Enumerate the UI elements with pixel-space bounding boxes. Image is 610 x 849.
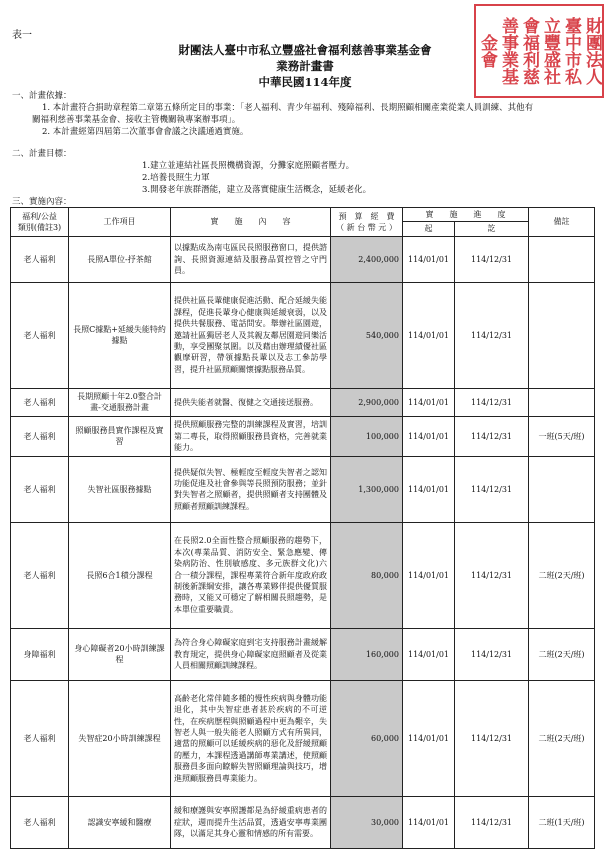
row-item: 長期照顧十年2.0整合計畫-交通服務計畫 [69,388,171,416]
seal-column: 立豐盛社 [540,17,560,85]
goal-item: 1.建立並連結社區長照機構資源，分攤家庭照顧者壓力。 [142,161,355,171]
row-item: 長照A單位-抒茶館 [69,236,171,282]
table-row [11,456,595,522]
basis-item-2: 2. 本計畫經第四屆第二次董事會會議之決議通過實施。 [42,127,249,137]
row-item: 失智社區服務據點 [69,456,171,522]
seal-column: 會福利慈 [519,17,539,85]
header-item: 工作項目 [69,208,171,237]
content-heading: 三、實施內容： [12,197,72,207]
row-budget: 100,000 [331,416,403,456]
basis-item-1-cont: 關福利慈善事業基金會、接收主管機關執專案辦事項」。 [32,115,241,125]
row-start: 114/01/01 [403,282,455,388]
seal-column: 財團法人 [582,17,602,85]
document-subtitle: 業務計畫書 [276,59,334,73]
row-content: 高齡老化常伴隨多種的慢性疾病與身體功能退化，其中失智症患者甚於疾病的不可逆性，在疾病歷程與照顧過程中更為艱辛，失智老人與一般失能老人照顧方式有所異同，適當的照顧可以延緩疾病的惡化及舒緩照顧的壓力，本課程透過講師專業講述，使照顧服務員多面向瞭解失智照顧理論與技巧，增進照顧服務員專業能力。 [171,680,331,796]
row-item: 認識安寧緩和醫療 [69,796,171,848]
header-budget-line1: 預 算 經 費 [338,211,395,221]
header-budget-line2: （ 新 台 幣 元 ） [336,222,397,232]
row-end: 114/12/31 [455,680,529,796]
row-budget: 1,300,000 [331,456,403,522]
row-end: 114/12/31 [455,796,529,848]
document-tag: 表一 [12,30,32,41]
row-note: 一班(5天/班) [529,416,595,456]
row-category: 身障福利 [11,628,69,680]
row-budget: 80,000 [331,522,403,628]
row-budget: 2,900,000 [331,388,403,416]
row-category: 老人福利 [11,416,69,456]
row-category: 老人福利 [11,796,69,848]
header-start: 起 [403,222,455,236]
header-category-line1: 福利/公益 [22,211,57,221]
goal-item: 3.開發老年族群潛能，建立及落實健康生活概念，延緩老化。 [142,185,372,195]
row-start: 114/01/01 [403,680,455,796]
row-note: 二班(1天/班) [529,796,595,848]
row-category: 老人福利 [11,236,69,282]
row-end: 114/12/31 [455,388,529,416]
header-end: 訖 [455,222,529,236]
row-note [529,282,595,388]
plan-table [10,207,595,849]
row-note: 二班(2天/班) [529,522,595,628]
row-content: 為符合身心障礙家庭到宅支持服務計畫緩解教育規定，提供身心障礙家庭照顧者及從業人員相關照顧訓練課程。 [171,628,331,680]
row-budget: 160,000 [331,628,403,680]
goal-item: 2.培養長照生力軍 [142,173,210,183]
document-year: 中華民國114年度 [258,75,352,89]
table-row [11,236,595,282]
table-header-row [11,208,595,222]
row-note: 二班(2天/班) [529,680,595,796]
row-category: 老人福利 [11,282,69,388]
row-budget: 60,000 [331,680,403,796]
row-content: 緩和療護與安寧照護都是為紓緩重病患者的症狀，週而提升生活品質，透過安寧專業團隊，以滿足其身心靈和情感的所有需要。 [171,796,331,848]
row-item: 長照6合1積分課程 [69,522,171,628]
table-row [11,522,595,628]
basis-item-1: 1. 本計畫符合捐助章程第二章第五條所定目的事業：「老人福利、青少年福利、殘障福利、長期照顧相關產業從業人員訓練、其他有 [42,103,534,113]
row-start: 114/01/01 [403,456,455,522]
row-start: 114/01/01 [403,236,455,282]
row-budget: 540,000 [331,282,403,388]
table-row [11,388,595,416]
row-content: 提供社區長輩健康促進活動、配合延緩失能課程，促進長輩身心健康與延緩衰弱，以及提供共餐服務、電話問安。舉辦社區園遊，邀請社區獨居老人及其親友鄰居園遊同樂活動，享受團聚氛圍。以及藉由辦理績優社區觀摩研習，帶領據點長輩以及志工參訪學習，提升社區照顧關懷據點服務品質。 [171,282,331,388]
row-category: 老人福利 [11,456,69,522]
row-note [529,388,595,416]
table-row [11,680,595,796]
row-item: 照顧服務員實作課程及實習 [69,416,171,456]
goals-heading: 二、計畫目標： [12,149,72,159]
row-content: 在長照2.0全面性整合照顧服務的趨勢下，本次(專業品質、消防安全、緊急應變、傳染病防治、性別敏感度、多元族群文化)六合一積分課程，課程專業符合新年度政府政制後新課綱安排，讓各專業夥伴提供優質服務時，又能又可穩定了解相關長照趨勢，是本單位重要職責。 [171,522,331,628]
header-period: 實 施 進 度 [403,208,529,222]
row-content: 提供疑似失智、極輕度至輕度失智者之認知功能促進及社會參與等長照預防服務；並針對失智者之照顧者，提供照顧者支持團體及照顧者照顧訓練課程。 [171,456,331,522]
row-start: 114/01/01 [403,388,455,416]
row-budget: 2,400,000 [331,236,403,282]
row-end: 114/12/31 [455,456,529,522]
row-item: 身心障礙者20小時訓練課程 [69,628,171,680]
header-category-line2: 類別(備註3) [17,222,62,232]
row-category: 老人福利 [11,388,69,416]
row-content: 提供照顧服務完整的訓練課程及實習，培訓第二專長，取得照顧服務員資格，完善就業能力。 [171,416,331,456]
row-content: 以據點成為南屯區民長照服務窗口，提供諮詢、長照資源連結及服務品質控管之守門員。 [171,236,331,282]
header-budget [331,208,403,237]
row-category: 老人福利 [11,522,69,628]
row-end: 114/12/31 [455,416,529,456]
seal-column: 臺中市私 [561,17,581,85]
seal-column: 善事業基 [498,17,518,85]
header-note: 備註 [529,208,595,237]
row-budget: 30,000 [331,796,403,848]
row-start: 114/01/01 [403,522,455,628]
row-start: 114/01/01 [403,796,455,848]
row-end: 114/12/31 [455,628,529,680]
header-content: 實 施 內 容 [171,208,331,237]
table-row [11,796,595,848]
row-end: 114/12/31 [455,522,529,628]
row-start: 114/01/01 [403,628,455,680]
table-row [11,282,595,388]
row-content: 提供失能者就醫、復健之交通接送服務。 [171,388,331,416]
table-row [11,628,595,680]
row-category: 老人福利 [11,680,69,796]
seal-column: 金會 [477,34,497,68]
document-title: 財團法人臺中市私立豐盛社會福利慈善事業基金會 [178,43,432,57]
table-row [11,416,595,456]
row-item: 長照C據點+延緩失能特約據點 [69,282,171,388]
row-note [529,456,595,522]
row-end: 114/12/31 [455,236,529,282]
row-end: 114/12/31 [455,282,529,388]
row-start: 114/01/01 [403,416,455,456]
row-note: 二班(2天/班) [529,628,595,680]
row-note [529,236,595,282]
header-category [11,208,69,237]
row-item: 失智症20小時訓練課程 [69,680,171,796]
basis-heading: 一、計畫依據： [12,91,72,101]
